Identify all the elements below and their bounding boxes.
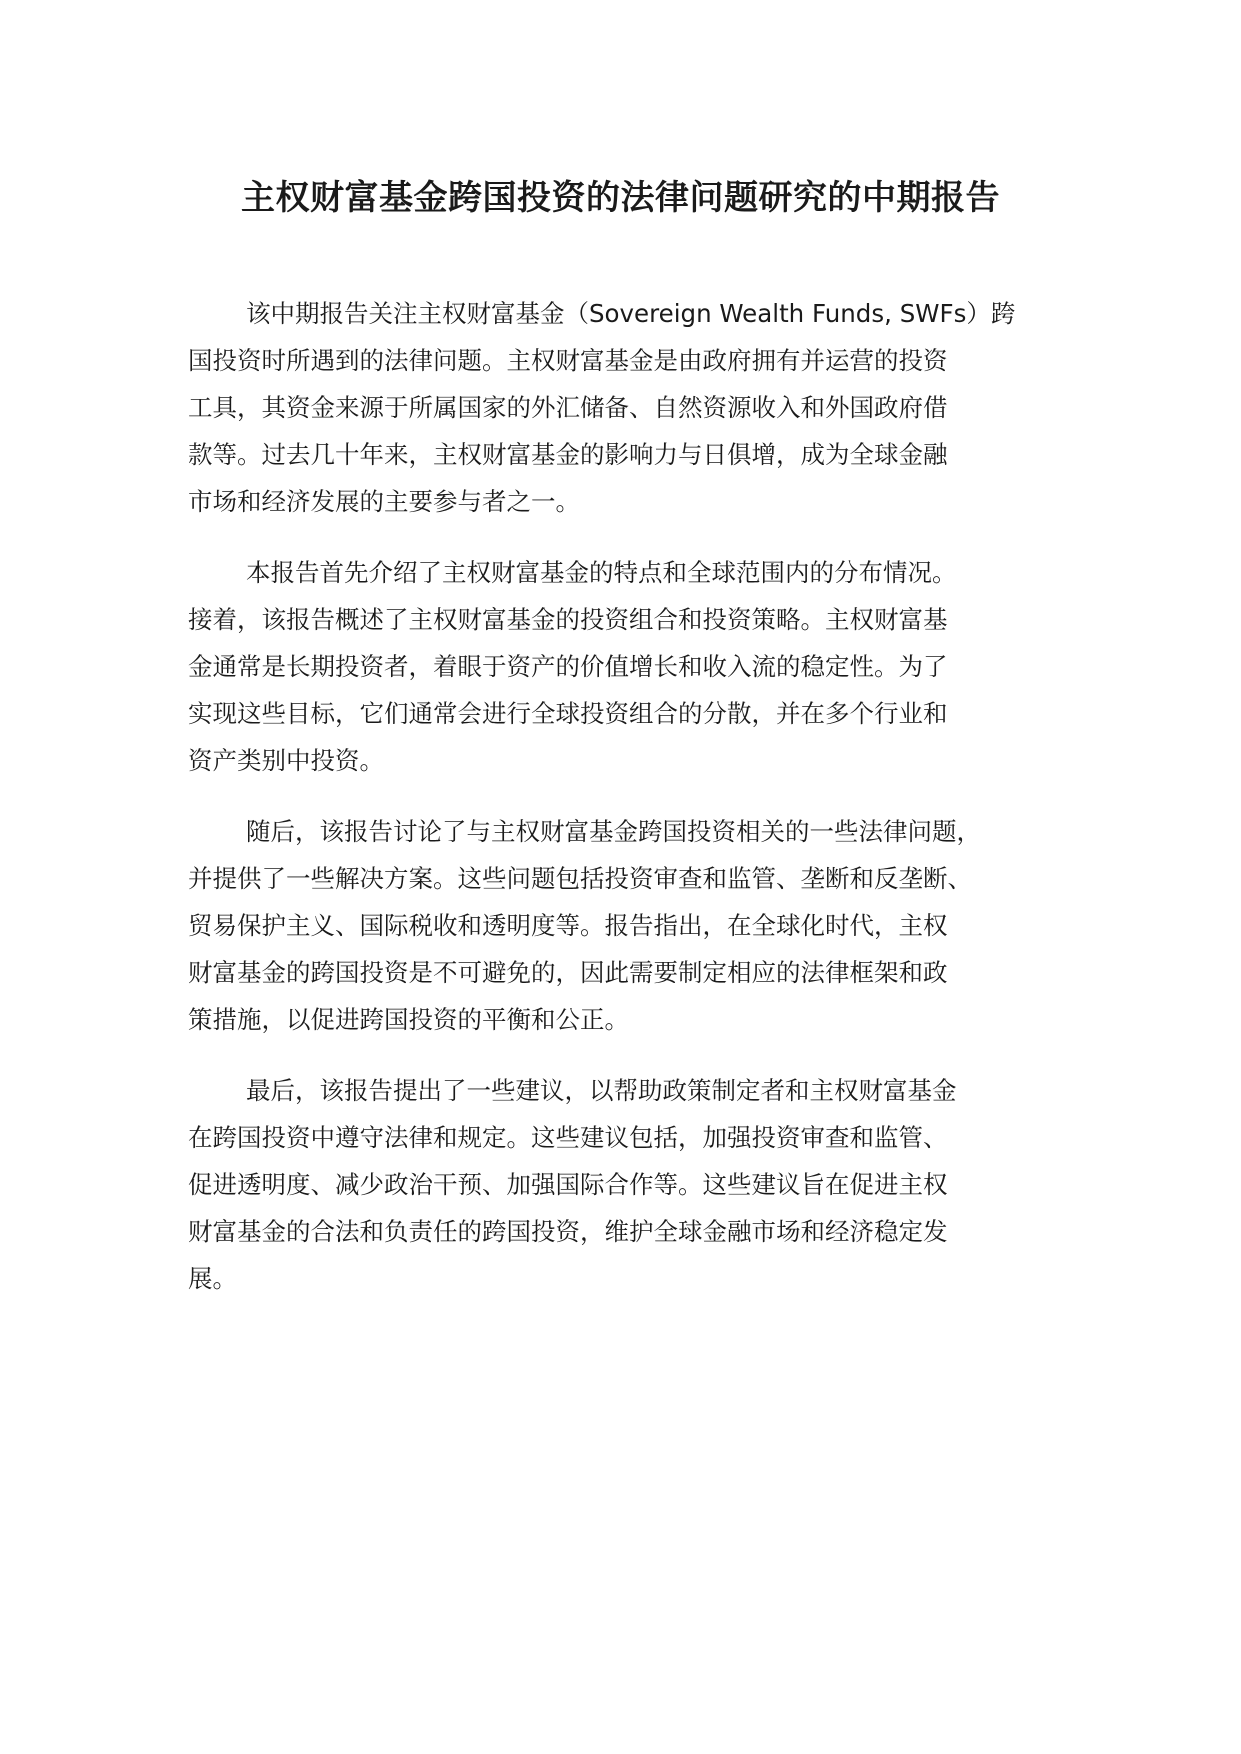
- paragraph-line: 并提供了一些解决方案。这些问题包括投资审查和监管、垄断和反垄断、: [188, 864, 972, 893]
- paragraph-line: 国投资时所遇到的法律问题。主权财富基金是由政府拥有并运营的投资: [188, 346, 948, 375]
- paragraph-line: 贸易保护主义、国际税收和透明度等。报告指出，在全球化时代，主权: [188, 911, 948, 940]
- paragraph-line: 工具，其资金来源于所属国家的外汇储备、自然资源收入和外国政府借: [188, 393, 948, 422]
- paragraph-4: [188, 1067, 1084, 1302]
- paragraph-2: [188, 549, 1084, 784]
- document-body: [188, 290, 1084, 1326]
- paragraph-line: 随后，该报告讨论了与主权财富基金跨国投资相关的一些法律问题，: [246, 817, 981, 846]
- paragraph-line: 在跨国投资中遵守法律和规定。这些建议包括，加强投资审查和监管、: [188, 1123, 948, 1152]
- paragraph-line: 金通常是长期投资者，着眼于资产的价值增长和收入流的稳定性。为了: [188, 652, 948, 681]
- paragraph-1: [188, 290, 1084, 525]
- paragraph-line: 该中期报告关注主权财富基金（Sovereign Wealth Funds, SWFs）跨: [246, 299, 1016, 328]
- paragraph-line: 资产类别中投资。: [188, 746, 384, 775]
- paragraph-line: 财富基金的合法和负责任的跨国投资，维护全球金融市场和经济稳定发: [188, 1217, 948, 1246]
- paragraph-3: [188, 808, 1084, 1043]
- document-title: 主权财富基金跨国投资的法律问题研究的中期报告: [241, 178, 1000, 218]
- paragraph-line: 接着，该报告概述了主权财富基金的投资组合和投资策略。主权财富基: [188, 605, 948, 634]
- paragraph-line: 最后，该报告提出了一些建议，以帮助政策制定者和主权财富基金: [246, 1076, 957, 1105]
- paragraph-line: 促进透明度、减少政治干预、加强国际合作等。这些建议旨在促进主权: [188, 1170, 948, 1199]
- paragraph-line: 展。: [188, 1264, 237, 1293]
- paragraph-line: 财富基金的跨国投资是不可避免的，因此需要制定相应的法律框架和政: [188, 958, 948, 987]
- paragraph-line: 款等。过去几十年来，主权财富基金的影响力与日俱增，成为全球金融: [188, 440, 948, 469]
- paragraph-line: 策措施，以促进跨国投资的平衡和公正。: [188, 1005, 629, 1034]
- paragraph-line: 实现这些目标，它们通常会进行全球投资组合的分散，并在多个行业和: [188, 699, 948, 728]
- paragraph-line: 市场和经济发展的主要参与者之一。: [188, 487, 580, 516]
- paragraph-line: 本报告首先介绍了主权财富基金的特点和全球范围内的分布情况。: [246, 558, 957, 587]
